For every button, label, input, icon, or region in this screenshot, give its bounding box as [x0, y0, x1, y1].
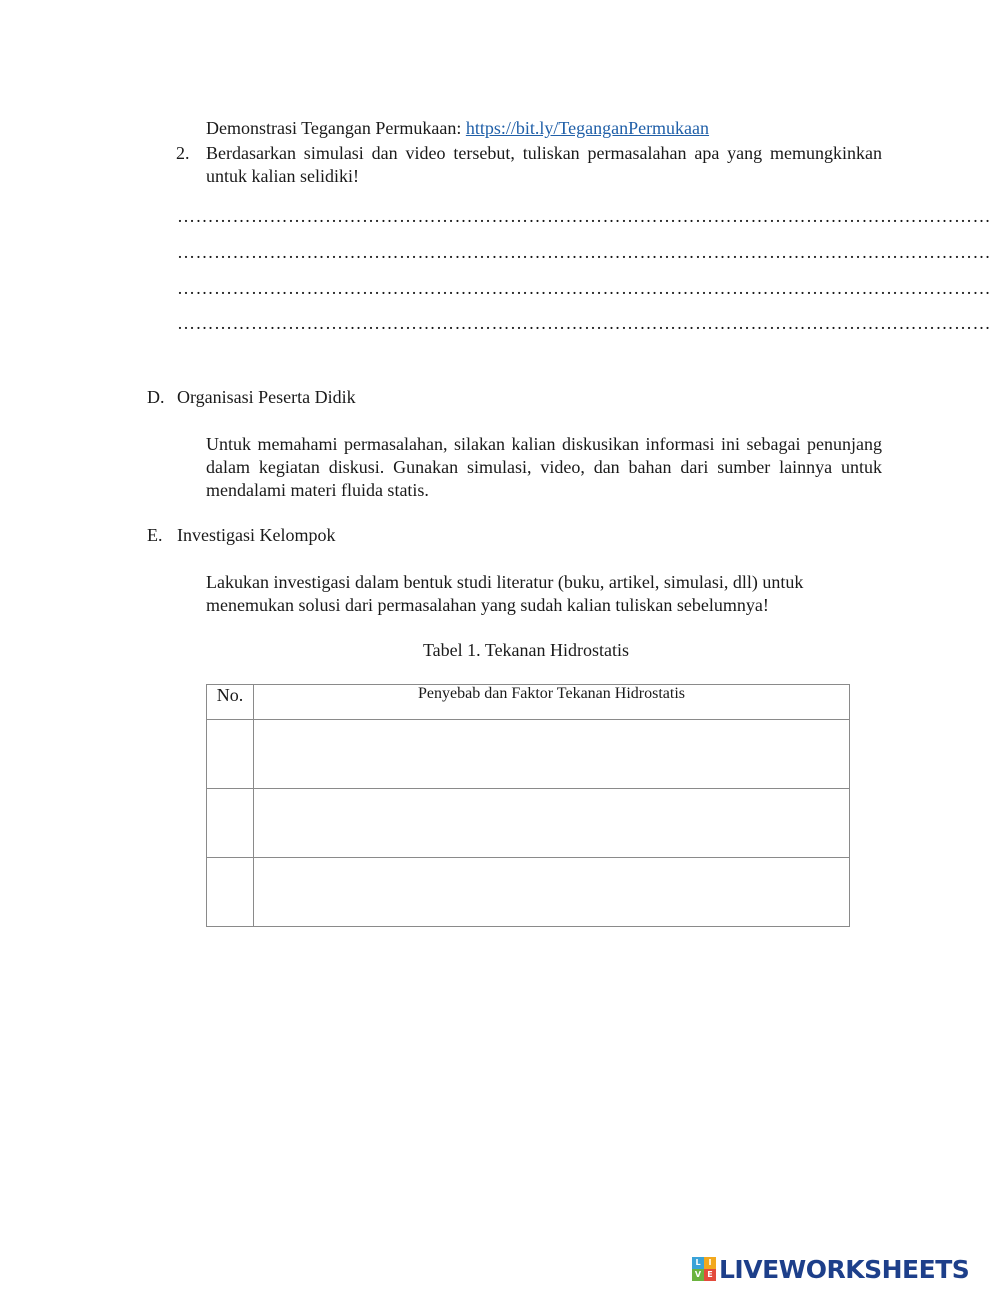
cell-cause-2[interactable]	[254, 789, 850, 858]
logo-letter-l: L	[692, 1257, 704, 1269]
answer-line-2[interactable]: ……………………………………………………………………………………………………………………	[177, 242, 991, 262]
section-d-body: Untuk memahami permasalahan, silakan kalian diskusikan informasi ini sebagai penunjang dalam kegiatan diskusi. Gunakan simulasi, video, dan bahan dari sumber lainnya untuk mendalami materi fluida statis.	[206, 434, 882, 500]
cell-no-3[interactable]	[207, 858, 254, 927]
item-2-number: 2.	[176, 143, 190, 163]
demo-line-prefix: Demonstrasi Tegangan Permukaan:	[206, 118, 466, 138]
section-e-letter: E.	[147, 525, 163, 545]
table-row	[207, 720, 850, 789]
logo-letter-e: E	[704, 1269, 716, 1281]
liveworksheets-logo	[692, 1254, 969, 1284]
logo-letter-i: I	[704, 1257, 716, 1269]
hydrostatic-table	[206, 684, 850, 927]
answer-line-3[interactable]: ……………………………………………………………………………………………………………………	[177, 278, 991, 298]
section-e-heading: Investigasi Kelompok	[177, 525, 336, 545]
table-caption: Tabel 1. Tekanan Hidrostatis	[422, 640, 630, 660]
table-header-row	[207, 685, 850, 720]
item-2-text: Berdasarkan simulasi dan video tersebut, tuliskan permasalahan apa yang memungkinkan untuk kalian selidiki!	[206, 143, 882, 186]
liveworksheets-icon	[692, 1257, 716, 1281]
cell-no-2[interactable]	[207, 789, 254, 858]
demo-link[interactable]: https://bit.ly/TeganganPermukaan	[465, 118, 710, 138]
logo-letter-v: V	[692, 1269, 704, 1281]
table-row	[207, 858, 850, 927]
cell-cause-3[interactable]	[254, 858, 850, 927]
cell-no-1[interactable]	[207, 720, 254, 789]
header-cause: Penyebab dan Faktor Tekanan Hidrostatis	[254, 685, 850, 720]
answer-line-1[interactable]: ……………………………………………………………………………………………………………………	[177, 206, 991, 226]
header-no: No.	[207, 685, 254, 720]
section-d-letter: D.	[147, 387, 165, 407]
logo-text: LIVEWORKSHEETS	[719, 1254, 970, 1284]
table-row	[207, 789, 850, 858]
answer-line-4[interactable]: ……………………………………………………………………………………………………………………	[177, 313, 991, 333]
cell-cause-1[interactable]	[254, 720, 850, 789]
section-d-heading: Organisasi Peserta Didik	[177, 387, 356, 407]
demo-line	[206, 117, 882, 140]
section-e-body: Lakukan investigasi dalam bentuk studi literatur (buku, artikel, simulasi, dll) untuk menemukan solusi dari permasalahan yang sudah kalian tuliskan sebelumnya!	[206, 572, 804, 615]
